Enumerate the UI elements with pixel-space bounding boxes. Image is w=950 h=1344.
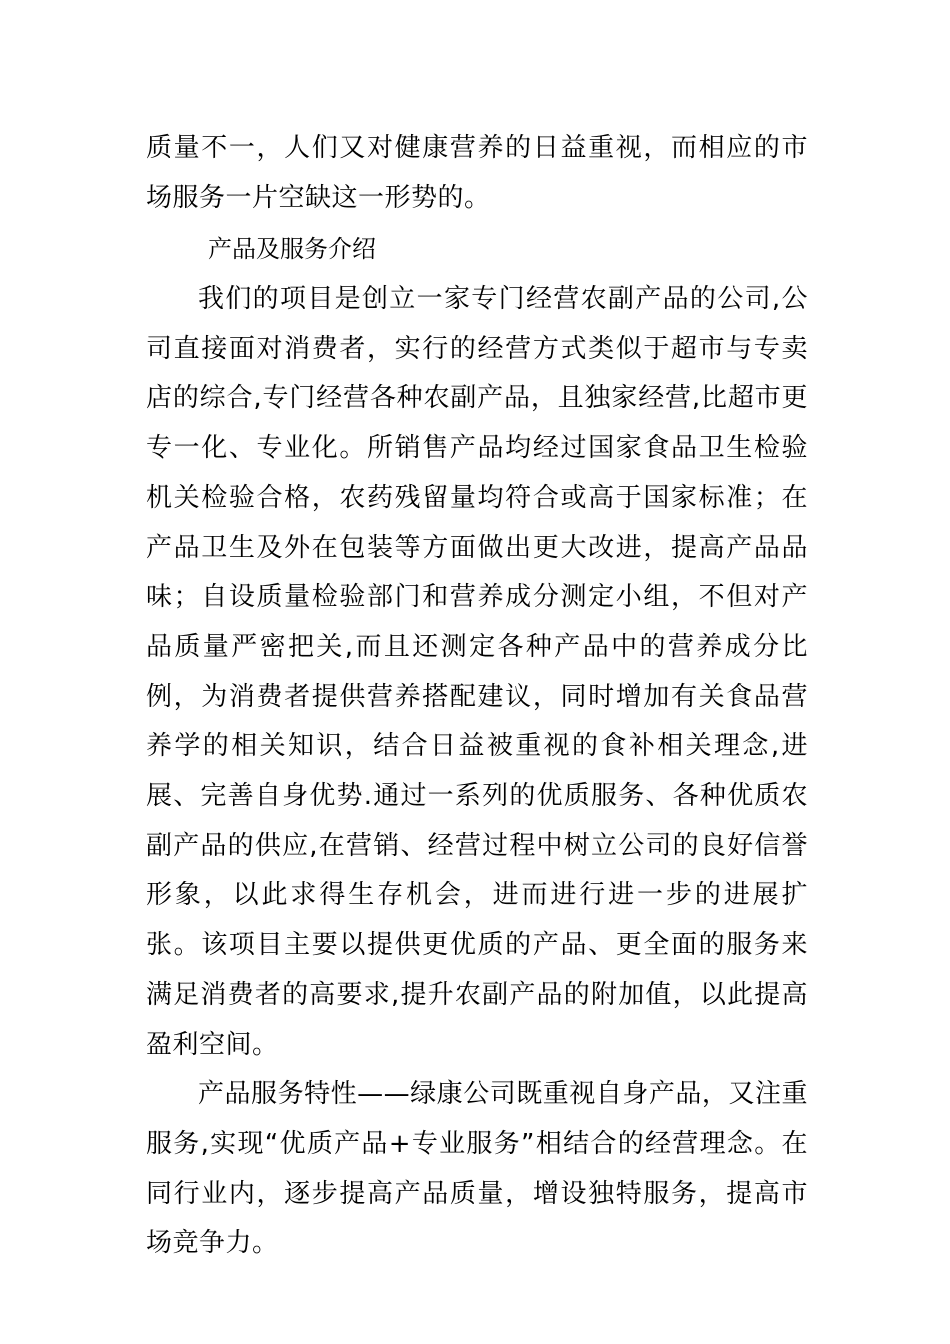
service-features-paragraph: 产品服务特性——绿康公司既重视自身产品，又注重服务,实现“优质产品+专业服务”相结合的经营理念。在同行业内，逐步提高产品质量，增设独特服务，提高市场竞争力。 bbox=[146, 1079, 808, 1259]
intro-text-block bbox=[146, 124, 808, 223]
product-description-paragraph: 我们的项目是创立一家专门经营农副产品的公司,公司直接面对消费者，实行的经营方式类似于超市与专卖店的综合,专门经营各种农副产品，且独家经营,比超市更专一化、专业化。所销售产品均经过国家食品卫生检验机关检验合格，农药残留量均符合或高于国家标准；在产品卫生及外在包装等方面做出更大改进，提高产品品味；自设质量检验部门和营养成分测定小组，不但对产品质量严密把关,而且还测定各种产品中的营养成分比例，为消费者提供营养搭配建议，同时增加有关食品营养学的相关知识，结合日益被重视的食补相关理念,进展、完善自身优势.通过一系列的优质服务、各种优质农副产品的供应,在营销、经营过程中树立公司的良好信誉形象，以此求得生存机会，进而进行进一步的进展扩张。该项目主要以提供更优质的产品、更全面的服务来满足消费者的高要求,提升农副产品的附加值，以此提高盈利空间。 bbox=[146, 284, 808, 1060]
product-text-block bbox=[146, 275, 808, 1269]
section-heading: 产品及服务介绍 bbox=[208, 235, 376, 263]
intro-paragraph: 质量不一，人们又对健康营养的日益重视，而相应的市场服务一片空缺这一形势的。 bbox=[146, 133, 808, 213]
